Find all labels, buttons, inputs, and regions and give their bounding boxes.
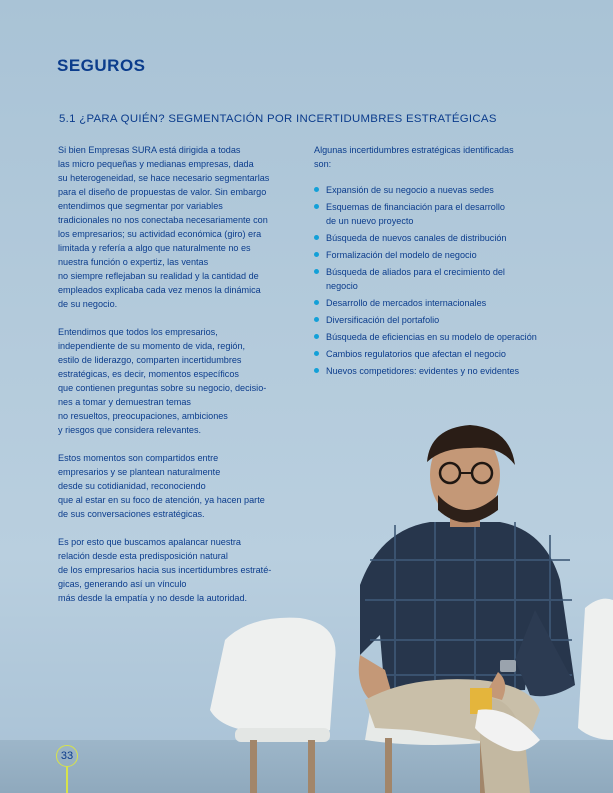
text-line: más desde la empatía y no desde la autoridad.	[58, 593, 248, 603]
paragraph	[58, 535, 298, 605]
text-line: no resueltos, preocupaciones, ambiciones	[58, 411, 228, 421]
text-line: de su negocio.	[58, 299, 118, 309]
list-item-text: Diversificación del portafolio	[326, 315, 440, 325]
text-line: Es por esto que buscamos apalancar nuestra	[58, 537, 241, 547]
text-line: para el diseño de propuestas de valor. Sin embargo	[58, 187, 267, 197]
list-item	[314, 296, 564, 310]
list-item-text: Desarrollo de mercados internacionales	[326, 298, 487, 308]
list-item-text: Búsqueda de aliados para el crecimiento del	[326, 267, 505, 277]
list-intro: son:	[314, 159, 332, 169]
body-text-left	[58, 143, 298, 619]
text-line: no siempre reflejaban su realidad y la cantidad de	[58, 271, 259, 281]
list-item-text: Expansión de su negocio a nuevas sedes	[326, 185, 494, 195]
section-title: SEGUROS	[57, 56, 146, 75]
uncertainties-list	[314, 183, 564, 378]
text-line: su heterogeneidad, se hace necesario segmentarlas	[58, 173, 270, 183]
list-item	[314, 200, 564, 228]
list-item	[314, 248, 564, 262]
text-line: los empresarios; su actividad económica (giro) era	[58, 229, 262, 239]
list-item-text: Búsqueda de nuevos canales de distribución	[326, 233, 507, 243]
text-line: nuestra función o expertiz, las ventas	[58, 257, 209, 267]
text-line: estratégicas, es decir, momentos específicos	[58, 369, 239, 379]
list-item-text: negocio	[326, 281, 358, 291]
list-item	[314, 347, 564, 361]
text-line: tradicionales no nos conectaba necesariamente con	[58, 215, 268, 225]
paragraph	[58, 451, 298, 521]
text-line: Si bien Empresas SURA está dirigida a todas	[58, 145, 241, 155]
list-item-text: Búsqueda de eficiencias en su modelo de operación	[326, 332, 537, 342]
text-line: empresarios y se plantean naturalmente	[58, 467, 221, 477]
text-line: las micro pequeñas y medianas empresas, dada	[58, 159, 254, 169]
list-item	[314, 313, 564, 327]
text-line: de sus conversaciones estratégicas.	[58, 509, 205, 519]
text-line: independiente de su momento de vida, región,	[58, 341, 246, 351]
text-line: Estos momentos son compartidos entre	[58, 453, 219, 463]
list-intro: Algunas incertidumbres estratégicas identificadas	[314, 145, 514, 155]
text-line: de los empresarios hacia sus incertidumbres estraté-	[58, 565, 272, 575]
paragraph	[58, 143, 298, 311]
text-line: relación desde esta predisposición natural	[58, 551, 228, 561]
text-line: Entendimos que todos los empresarios,	[58, 327, 218, 337]
text-line: empleados explicaba cada vez menos la dinámica	[58, 285, 261, 295]
subsection-title: 5.1 ¿PARA QUIÉN? SEGMENTACIÓN POR INCERTIDUMBRES ESTRATÉGICAS	[59, 113, 497, 125]
text-line: nes a tomar y demuestran temas	[58, 397, 191, 407]
list-item-text: Cambios regulatorios que afectan el negocio	[326, 349, 506, 359]
text-line: limitada y refería a algo que naturalmente no es	[58, 243, 251, 253]
text-line: desde su cotidianidad, reconociendo	[58, 481, 206, 491]
body-text-right	[314, 143, 564, 381]
text-line: y riesgos que considera relevantes.	[58, 425, 202, 435]
text-line: gicas, generando así un vínculo	[58, 579, 187, 589]
list-item	[314, 231, 564, 245]
text-line: que al estar en su foco de atención, ya hacen parte	[58, 495, 265, 505]
list-item-text: de un nuevo proyecto	[326, 216, 414, 226]
text-line: entendimos que segmentar por variables	[58, 201, 223, 211]
list-item-text: Formalización del modelo de negocio	[326, 250, 477, 260]
list-item	[314, 265, 564, 293]
list-item	[314, 330, 564, 344]
list-item	[314, 364, 564, 378]
list-item	[314, 183, 564, 197]
text-line: que contienen preguntas sobre su negocio, decisio-	[58, 383, 267, 393]
text-line: estilo de liderazgo, comparten incertidumbres	[58, 355, 242, 365]
list-item-text: Esquemas de financiación para el desarrollo	[326, 202, 505, 212]
page-number-rule	[66, 767, 68, 793]
list-item-text: Nuevos competidores: evidentes y no evidentes	[326, 366, 520, 376]
page-number: 33	[56, 745, 78, 767]
paragraph	[58, 325, 298, 437]
